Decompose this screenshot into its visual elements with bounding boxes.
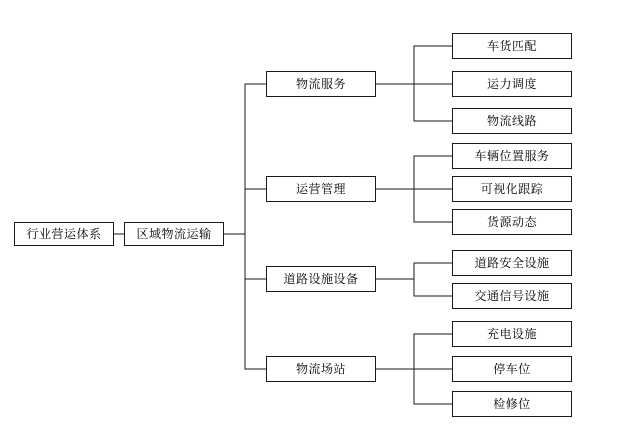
connector bbox=[245, 234, 266, 279]
node-label: 停车位 bbox=[493, 362, 531, 376]
node-label: 道路设施设备 bbox=[283, 272, 359, 286]
node-c1 bbox=[452, 250, 572, 276]
node-d1 bbox=[452, 321, 572, 347]
connector bbox=[414, 46, 452, 84]
node-a3 bbox=[452, 108, 572, 134]
connector bbox=[414, 263, 452, 279]
node-label: 行业营运体系 bbox=[26, 227, 102, 241]
node-a2 bbox=[452, 71, 572, 97]
node-label: 车辆位置服务 bbox=[474, 149, 550, 163]
connector bbox=[414, 334, 452, 369]
connector bbox=[414, 156, 452, 189]
connector bbox=[414, 279, 452, 296]
node-l2 bbox=[124, 222, 224, 246]
node-label: 运营管理 bbox=[295, 182, 346, 196]
node-label: 交通信号设施 bbox=[474, 289, 550, 303]
connector bbox=[245, 234, 266, 369]
node-b1 bbox=[452, 143, 572, 169]
node-b3 bbox=[452, 209, 572, 235]
node-label: 物流场站 bbox=[295, 362, 346, 376]
node-label: 物流线路 bbox=[486, 114, 537, 128]
node-g4 bbox=[266, 356, 376, 382]
node-label: 充电设施 bbox=[486, 327, 537, 341]
connector bbox=[245, 84, 266, 234]
node-g3 bbox=[266, 266, 376, 292]
node-g2 bbox=[266, 176, 376, 202]
node-label: 车货匹配 bbox=[486, 39, 537, 53]
connector bbox=[245, 189, 266, 234]
connector bbox=[414, 84, 452, 121]
connector bbox=[414, 189, 452, 222]
node-label: 检修位 bbox=[493, 397, 531, 411]
node-a1 bbox=[452, 33, 572, 59]
node-g1 bbox=[266, 71, 376, 97]
node-b2 bbox=[452, 176, 572, 202]
node-d2 bbox=[452, 356, 572, 382]
node-c2 bbox=[452, 283, 572, 309]
node-label: 可视化跟踪 bbox=[480, 182, 544, 196]
node-label: 运力调度 bbox=[486, 77, 537, 91]
connector bbox=[414, 369, 452, 404]
node-label: 道路安全设施 bbox=[474, 256, 550, 270]
node-label: 区域物流运输 bbox=[136, 227, 212, 241]
node-label: 货源动态 bbox=[486, 215, 537, 229]
node-root bbox=[14, 222, 114, 246]
node-label: 物流服务 bbox=[295, 77, 346, 91]
node-d3 bbox=[452, 391, 572, 417]
